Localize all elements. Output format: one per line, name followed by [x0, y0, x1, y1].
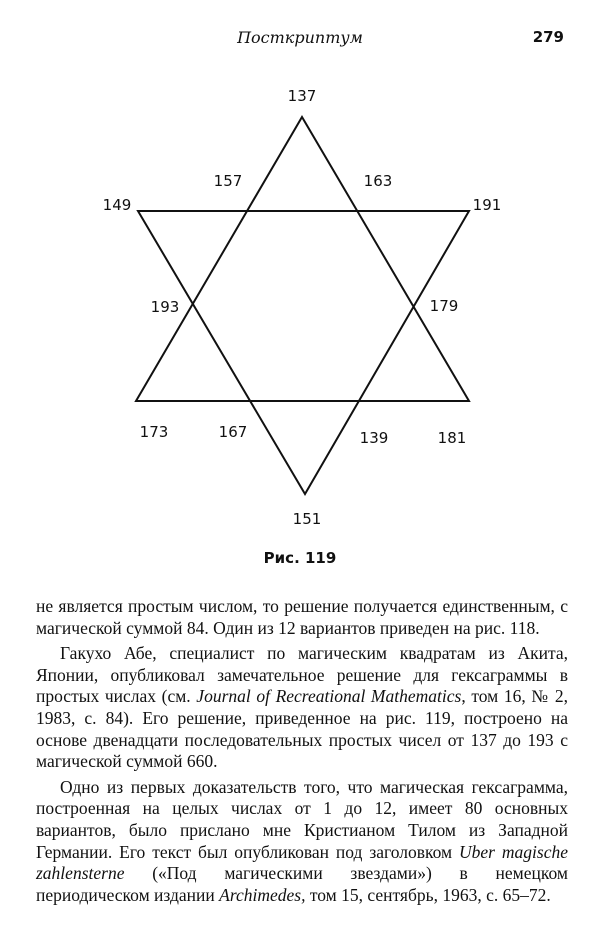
- node-label-upper-right-inner: 163: [363, 172, 393, 190]
- paragraph-3-text-b: («Под магическими звездами») в немецком периодическом издании: [36, 863, 568, 905]
- paragraph-3: [36, 777, 568, 907]
- node-label-mid-left: 193: [150, 298, 180, 316]
- page-number: 279: [532, 28, 564, 46]
- hexagram-upward-triangle: [136, 117, 469, 401]
- hexagram-downward-triangle: [138, 211, 469, 494]
- figure-caption: Рис. 119: [263, 549, 337, 567]
- node-label-lower-right-outer: 181: [437, 429, 467, 447]
- paragraph-1: [36, 596, 568, 639]
- periodical-title: Archimedes,: [219, 884, 306, 905]
- node-label-upper-left-inner: 157: [213, 172, 243, 190]
- paragraph-3-text-c: том 15, сентябрь, 1963, с. 65–72.: [305, 884, 551, 905]
- node-label-upper-right-outer: 191: [472, 196, 502, 214]
- node-label-lower-right-inner: 139: [359, 429, 389, 447]
- paragraph-2-text-b: , том 16, № 2, 1983, с. 84). Его решение, приведенное на рис. 119, построено на основе двенадцати последовательных простых чисел от 137 до 193 с магической суммой 660.: [36, 686, 569, 772]
- journal-title: Journal of Recreational Mathematics: [196, 686, 462, 707]
- running-title: Посткриптум: [237, 28, 363, 47]
- node-label-bottom: 151: [292, 510, 322, 528]
- paragraph-1-text: не является простым числом, то решение получается единственным, с магической суммой 84. Один из 12 вариантов приведен на рис. 118.: [36, 596, 568, 638]
- node-label-lower-left-outer: 173: [139, 423, 169, 441]
- article-title: Uber magische zahlensterne: [36, 841, 568, 884]
- node-label-upper-left-outer: 149: [102, 196, 132, 214]
- body-text: [36, 596, 568, 906]
- node-label-lower-left-inner: 167: [218, 423, 248, 441]
- paragraph-2-text-a: Гакухо Абе, специалист по магическим квадратам из Акита, Японии, опубликовал замечательное решение для гексаграммы в простых числах (см.: [36, 643, 568, 707]
- node-label-top: 137: [287, 87, 317, 105]
- node-label-mid-right: 179: [429, 297, 459, 315]
- paragraph-3-text-a: Одно из первых доказательств того, что магическая гексаграмма, построенная на целых числах от 1 до 12, имеет 80 основных вариантов, было прислано мне Кристианом Тилом из Западной Германии. Его текст был опубликован под заголовком: [36, 776, 568, 862]
- paragraph-2: [36, 643, 568, 773]
